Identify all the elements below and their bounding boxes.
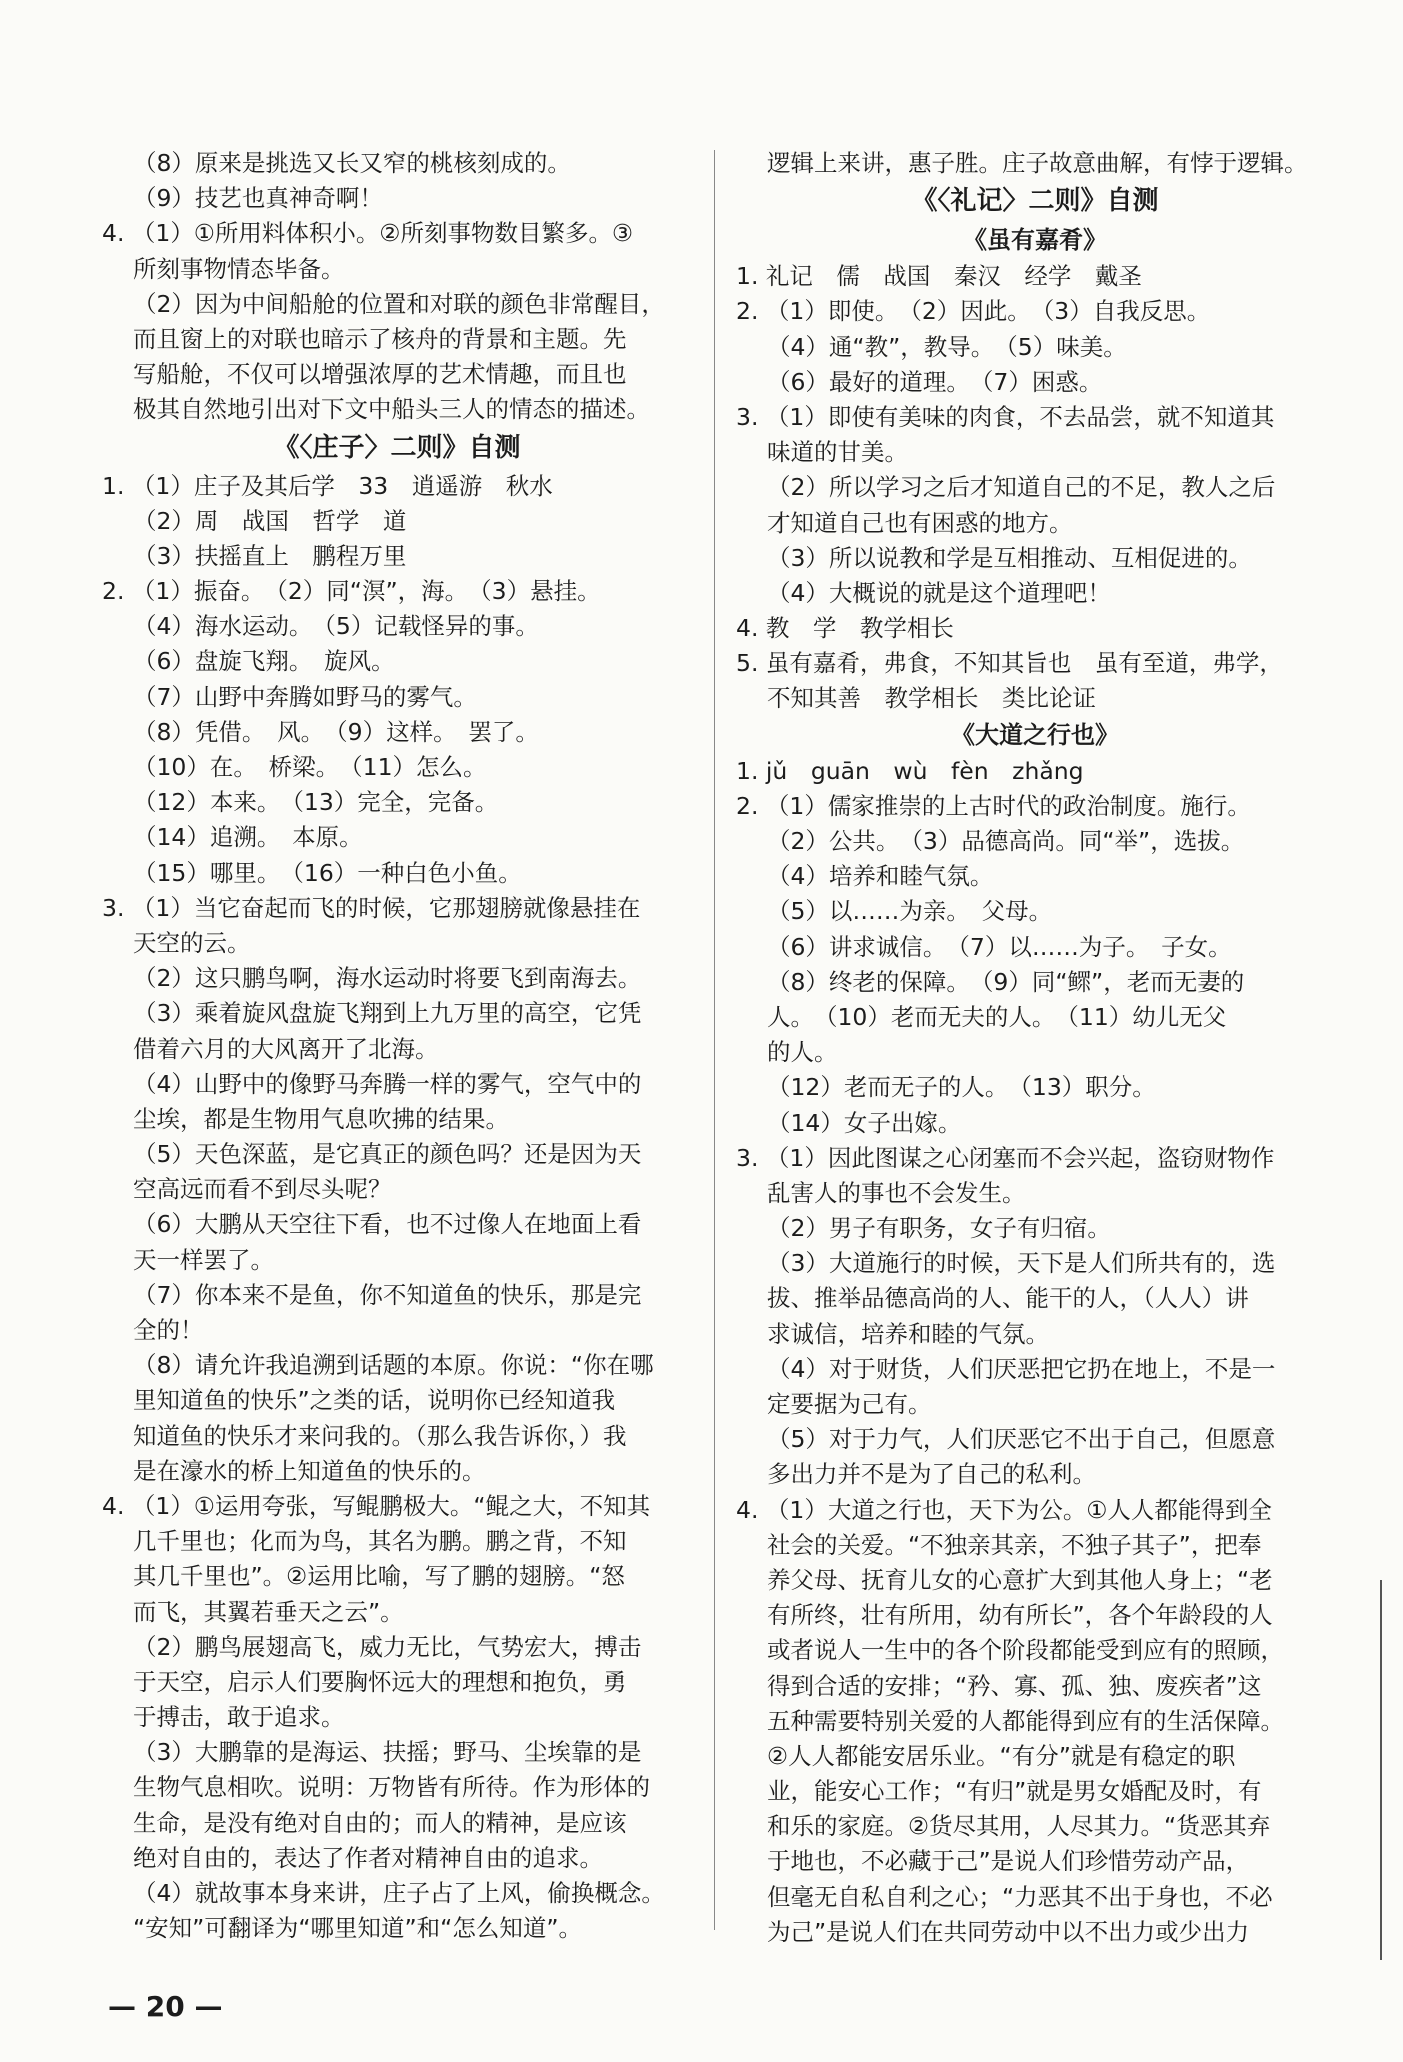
text-line: （6）讲求诚信。 （7）以……为子。 子女。 — [736, 932, 1232, 961]
text-line: 所刻事物情态毕备。 — [102, 254, 345, 283]
text-line: 乱害人的事也不会发生。 — [736, 1178, 1026, 1207]
text-line: （14）追溯。 本原。 — [102, 823, 363, 852]
text-line: （10）在。 桥梁。 （11）怎么。 — [102, 753, 487, 781]
text-line: 5. 虽有嘉肴，弗食，不知其旨也 虽有至道，弗学， — [736, 649, 1283, 678]
text-line: （8）凭借。 风。 （9）这样。 罢了。 — [102, 717, 539, 746]
text-line: 生物气息相吹。说明：万物皆有所待。作为形体的 — [102, 1773, 650, 1802]
text-line: 1. jǔ guān wù fèn zhǎng — [736, 756, 1084, 785]
text-line: （6）大鹏从天空往下看，也不过像人在地面上看 — [102, 1210, 642, 1239]
text-line: 为己”是说人们在共同劳动中以不出力或少出力 — [736, 1917, 1250, 1946]
page-edge-line — [1380, 1580, 1382, 1960]
text-line: （4）对于财货，人们厌恶把它扔在地上，不是一 — [736, 1354, 1276, 1383]
text-line: 4. （1）①运用夸张，写鲲鹏极大。“鲲之大，不知其 — [102, 1491, 651, 1520]
text-line: 天空的云。 — [102, 928, 251, 957]
text-line: 得到合适的安排；“矜、寡、孤、独、废疾者”这 — [736, 1671, 1262, 1700]
text-line: （3）所以说教和学是互相推动、互相促进的。 — [736, 543, 1252, 572]
right-column — [736, 146, 1334, 1950]
text-line: 2. （1）即使。 （2）因此。 （3）自我反思。 — [736, 297, 1211, 326]
text-line: 3. （1）因此图谋之心闭塞而不会兴起，盗窃财物作 — [736, 1143, 1275, 1172]
text-line: （4）大概说的就是这个道理吧！ — [736, 578, 1111, 607]
text-line: 或者说人一生中的各个阶段都能受到应有的照顾， — [736, 1636, 1284, 1665]
text-line: 才知道自己也有困惑的地方。 — [736, 508, 1073, 537]
page-number: — 20 — — [108, 1990, 223, 2023]
text-line: （3）大鹏靠的是海运、扶摇；野马、尘埃靠的是 — [102, 1738, 642, 1767]
text-line: 写船舱，不仅可以增强浓厚的艺术情趣，而且也 — [102, 360, 627, 389]
text-line: （4）通“教”，教导。 （5）味美。 — [736, 332, 1127, 361]
text-line: （2）这只鹏鸟啊，海水运动时将要飞到南海去。 — [102, 964, 642, 993]
text-line: （3）扶摇直上 鹏程万里 — [102, 541, 407, 570]
text-line: 其几千里也”。②运用比喻，写了鹏的翅膀。“怒 — [102, 1562, 625, 1591]
text-line: 但毫无自私自利之心；“力恶其不出于身也，不必 — [736, 1882, 1273, 1911]
text-line: （12）老而无子的人。 （13）职分。 — [736, 1073, 1156, 1102]
text-line: （6）盘旋飞翔。 旋风。 — [102, 647, 395, 676]
text-line: 4. 教 学 教学相长 — [736, 614, 954, 643]
text-line: 极其自然地引出对下文中船头三人的情态的描述。 — [102, 395, 650, 424]
text-line: （7）你本来不是鱼，你不知道鱼的快乐，那是完 — [102, 1280, 642, 1309]
text-line: 多出力并不是为了自己的私利。 — [736, 1460, 1096, 1489]
text-line: 尘埃，都是生物用气息吹拂的结果。 — [102, 1104, 509, 1133]
text-line: （12）本来。 （13）完全，完备。 — [102, 788, 499, 817]
text-line: 的人。 — [736, 1038, 838, 1067]
text-line: 空高远而看不到尽头呢？ — [102, 1175, 392, 1204]
text-line: 里知道鱼的快乐”之类的话，说明你已经知道我 — [102, 1386, 616, 1415]
text-line: 是在濠水的桥上知道鱼的快乐的。 — [102, 1456, 486, 1485]
text-line: （4）山野中的像野马奔腾一样的雾气，空气中的 — [102, 1069, 642, 1098]
text-line: 求诚信，培养和睦的气氛。 — [736, 1319, 1049, 1348]
text-line: 1. 礼记 儒 战国 秦汉 经学 戴圣 — [736, 262, 1142, 291]
text-line: （7）山野中奔腾如野马的雾气。 — [102, 682, 477, 711]
text-line: （4）培养和睦气氛。 — [736, 862, 994, 891]
text-line: 有所终，壮有所用，幼有所长”，各个年龄段的人 — [736, 1601, 1273, 1630]
text-line: 几千里也；化而为鸟，其名为鹏。鹏之背，不知 — [102, 1527, 627, 1556]
text-line: （5）天色深蓝，是它真正的颜色吗？还是因为天 — [102, 1140, 642, 1169]
section-subheading: 《大道之行也》 — [951, 720, 1119, 749]
text-line: “安知”可翻译为“哪里知道”和“怎么知道”。 — [102, 1914, 583, 1943]
text-line: 拔、推举品德高尚的人、能干的人，（人人）讲 — [736, 1284, 1249, 1313]
text-line: （6）最好的道理。 （7）困惑。 — [736, 367, 1103, 396]
text-line: 味道的甘美。 — [736, 438, 908, 467]
text-line: 3. （1）当它奋起而飞的时候，它那翅膀就像悬挂在 — [102, 893, 641, 922]
text-line: 而飞，其翼若垂天之云”。 — [102, 1597, 404, 1626]
text-line: 1. （1）庄子及其后学 33 逍遥游 秋水 — [102, 471, 553, 500]
text-line: 3. （1）即使有美味的肉食，不去品尝，就不知道其 — [736, 402, 1275, 431]
text-line: 知道鱼的快乐才来问我的。（那么我告诉你，）我 — [102, 1421, 627, 1450]
text-line: （2）周 战国 哲学 道 — [102, 506, 407, 535]
column-divider — [714, 150, 715, 1930]
text-line: 借着六月的大风离开了北海。 — [102, 1034, 439, 1063]
text-line: （8）请允许我追溯到话题的本原。你说：“你在哪 — [102, 1351, 654, 1380]
text-line: （4）就故事本身来讲，庄子占了上风，偷换概念。 — [102, 1879, 665, 1907]
text-line: （8）原来是挑选又长又窄的桃核刻成的。 — [102, 149, 571, 177]
text-line: 逻辑上来讲，惠子胜。庄子故意曲解，有悖于逻辑。 — [736, 149, 1308, 177]
text-line: （5）以……为亲。 父母。 — [736, 897, 1053, 926]
text-line: （9）技艺也真神奇啊！ — [102, 184, 383, 213]
text-line: （2）鹏鸟展翅高飞，威力无比，气势宏大，搏击 — [102, 1632, 642, 1661]
text-line: （2）因为中间船舱的位置和对联的颜色非常醒目， — [102, 289, 665, 318]
text-line: （15）哪里。 （16）一种白色小鱼。 — [102, 858, 522, 887]
text-line: （3）大道施行的时候，天下是人们所共有的，选 — [736, 1249, 1276, 1278]
section-subheading: 《虽有嘉肴》 — [963, 226, 1107, 255]
text-line: （2）所以学习之后才知道自己的不足，教人之后 — [736, 473, 1276, 502]
text-line: 养父母、抚育儿女的心意扩大到其他人身上；“老 — [736, 1565, 1273, 1594]
text-line: 定要据为己有。 — [736, 1390, 932, 1418]
text-line: 4. （1）①所用料体积小。②所刻事物数目繁多。③ — [102, 219, 634, 248]
text-line: 于地也，不必藏于己”是说人们珍惜劳动产品， — [736, 1847, 1250, 1876]
section-heading: 《〈礼记〉二则》自测 — [911, 186, 1159, 217]
text-line: （14）女子出嫁。 — [736, 1108, 962, 1137]
left-column — [102, 146, 692, 1946]
text-line: 天一样罢了。 — [102, 1245, 274, 1274]
text-line: （3）乘着旋风盘旋飞翔到上九万里的高空，它凭 — [102, 999, 642, 1028]
text-line: 于搏击，敢于追求。 — [102, 1703, 345, 1732]
text-line: 五种需要特别关爱的人都能得到应有的生活保障。 — [736, 1706, 1284, 1735]
text-line: （5）对于力气，人们厌恶它不出于自己，但愿意 — [736, 1425, 1276, 1454]
text-line: 不知其善 教学相长 类比论证 — [736, 684, 1096, 713]
text-line: 于天空，启示人们要胸怀远大的理想和抱负，勇 — [102, 1667, 627, 1696]
text-line: 2. （1）振奋。 （2）同“溟”，海。 （3）悬挂。 — [102, 577, 601, 606]
text-line: 人。 （10）老而无夫的人。 （11）幼儿无父 — [736, 1002, 1227, 1031]
text-line: ②人人都能安居乐业。“有分”就是有稳定的职 — [736, 1741, 1236, 1770]
text-line: （8）终老的保障。 （9）同“鳏”，老而无妻的 — [736, 967, 1245, 996]
text-line: （2）公共。 （3）品德高尚。同“举”，选拔。 — [736, 827, 1245, 855]
text-line: 全的！ — [102, 1316, 204, 1344]
text-line: 而且窗上的对联也暗示了核舟的背景和主题。先 — [102, 324, 627, 353]
text-line: 4. （1）大道之行也，天下为公。①人人都能得到全 — [736, 1495, 1272, 1524]
text-line: 社会的关爱。“不独亲其亲，不独子其子”，把奉 — [736, 1530, 1262, 1559]
text-line: 生命，是没有绝对自由的；而人的精神，是应该 — [102, 1808, 627, 1837]
text-line: 和乐的家庭。②货尽其用，人尽其力。“货恶其弃 — [736, 1812, 1271, 1841]
text-line: 绝对自由的，表达了作者对精神自由的追求。 — [102, 1843, 603, 1872]
text-line: （2）男子有职务，女子有归宿。 — [736, 1214, 1111, 1243]
section-heading: 《〈庄子〉二则》自测 — [273, 432, 521, 463]
text-line: 2. （1）儒家推崇的上古时代的政治制度。施行。 — [736, 791, 1251, 820]
text-line: 业，能安心工作；“有归”就是男女婚配及时，有 — [736, 1777, 1262, 1806]
text-line: （4）海水运动。 （5）记载怪异的事。 — [102, 612, 539, 641]
